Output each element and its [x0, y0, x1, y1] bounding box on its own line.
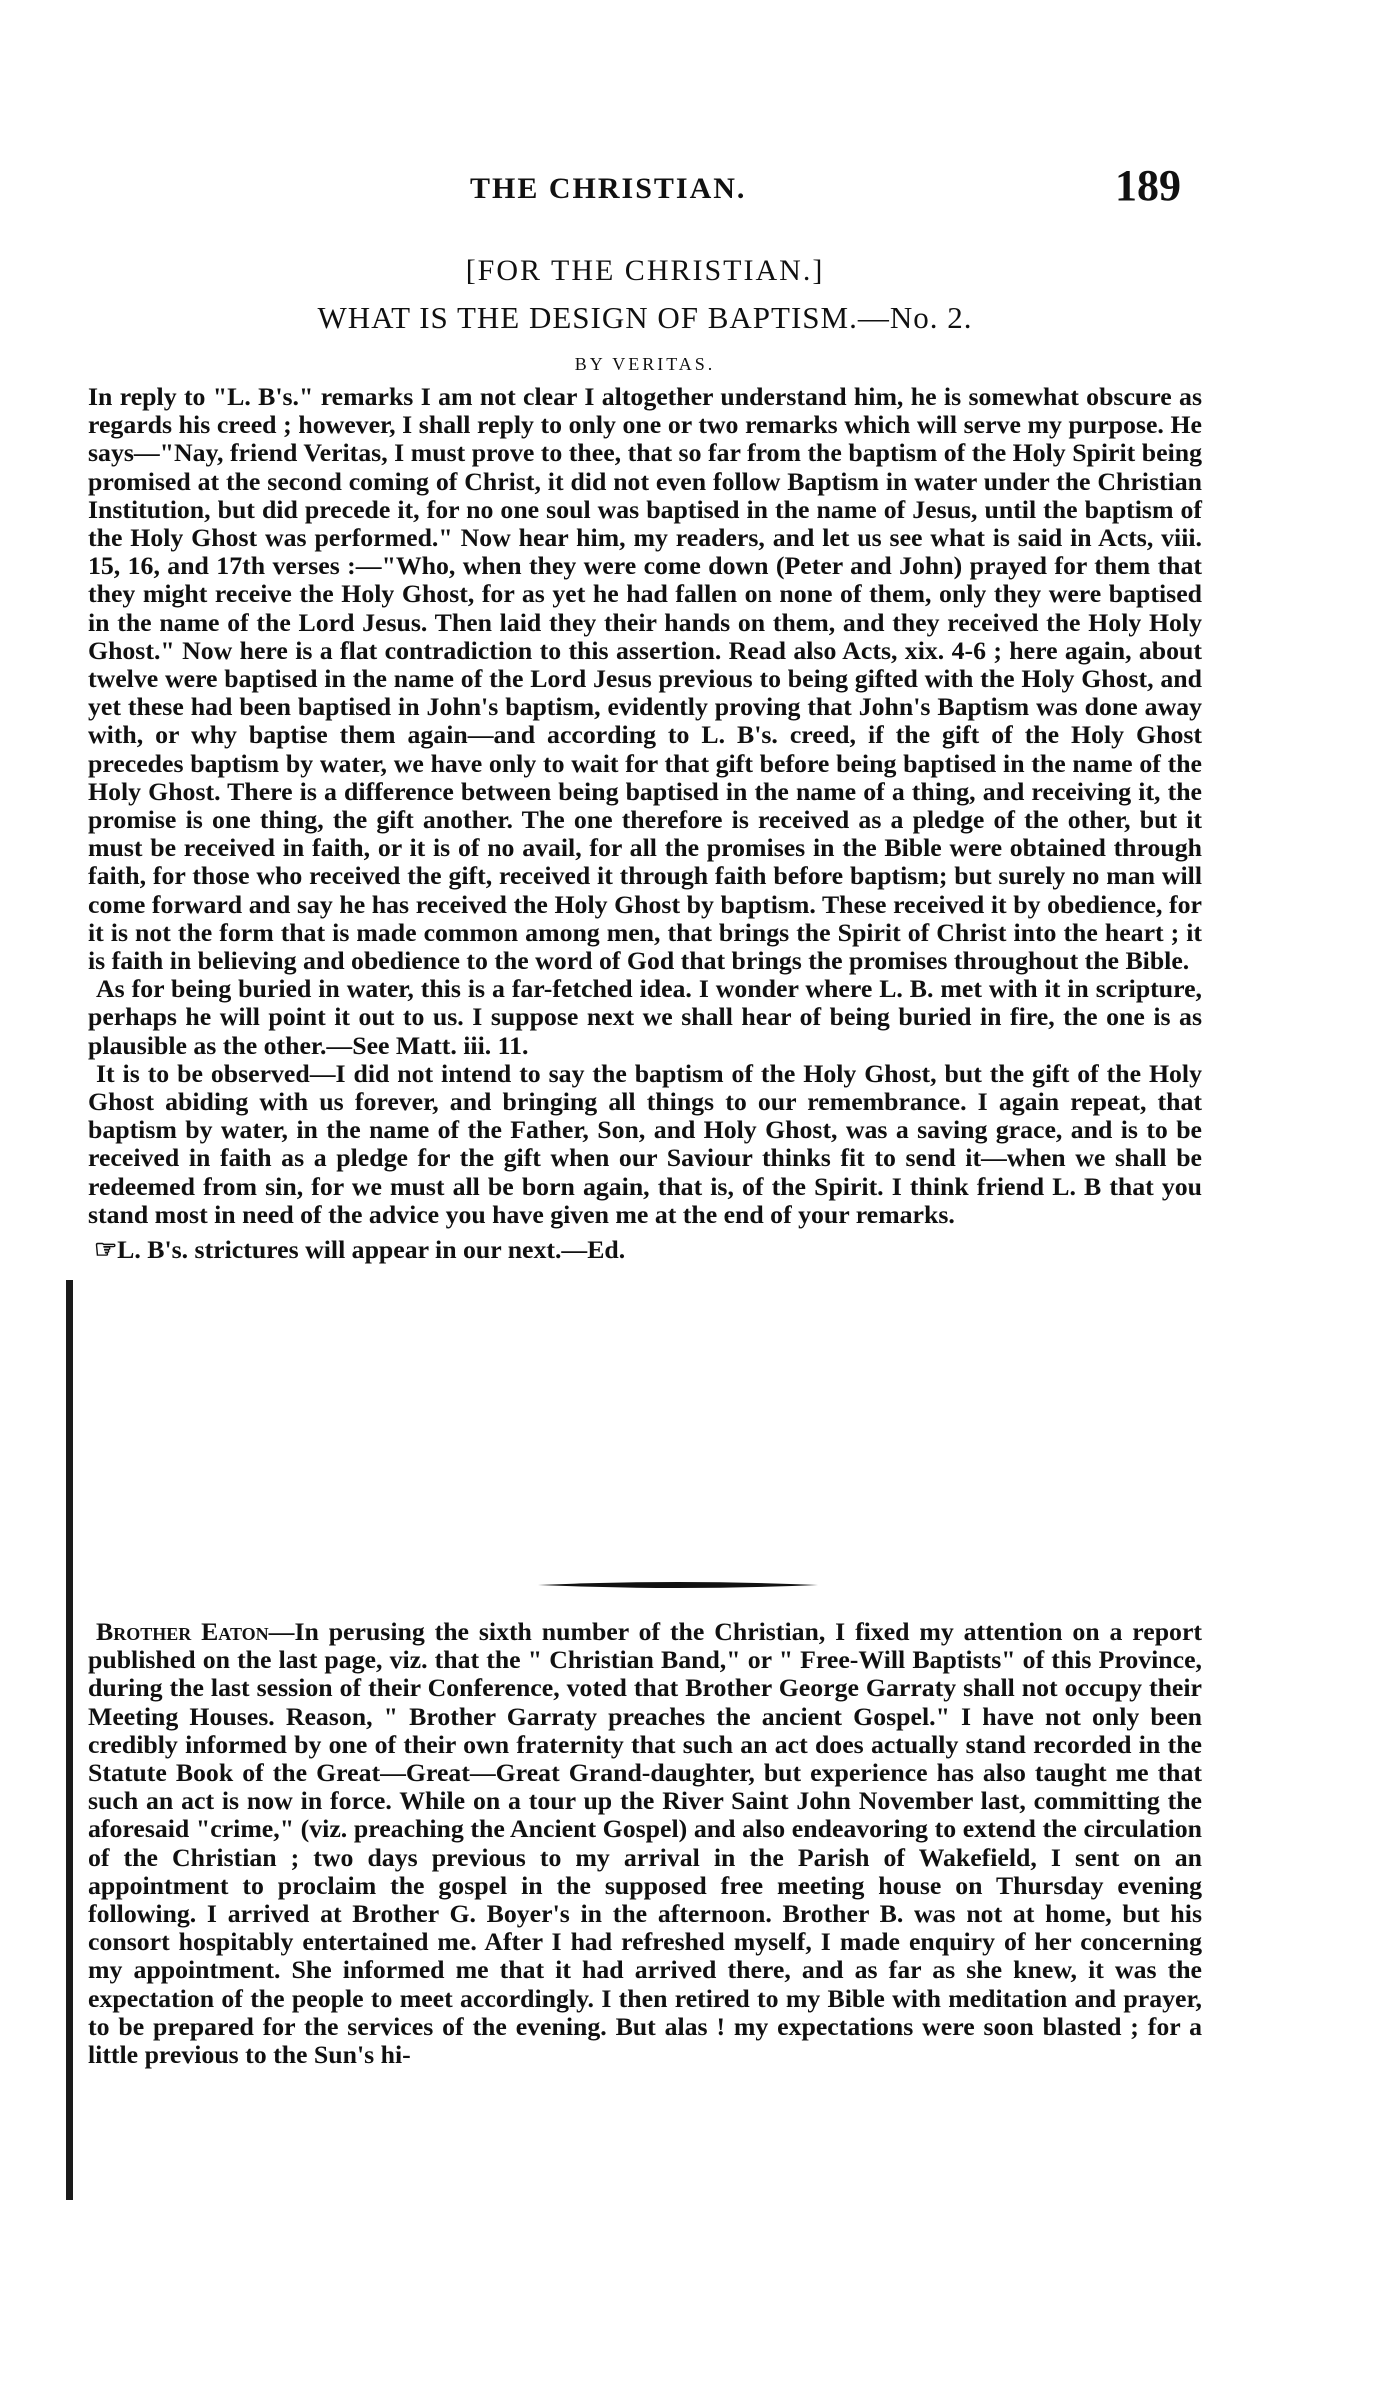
- paragraph: As for being buried in water, this is a far-fetched idea. I wonder where L. B. met with it in scripture, perhaps he will point it out to us. I suppose next we shall hear of being buried in fire, the one is as plausible as the other.—See Matt. iii. 11.: [88, 974, 1202, 1060]
- editor-note: ☞L. B's. strictures will appear in our next.—Ed.: [94, 1235, 626, 1265]
- letter-salutation: Brother Eaton: [96, 1617, 269, 1646]
- page-number: 189: [1115, 161, 1181, 210]
- section-divider: [538, 1580, 818, 1590]
- running-head: [0, 161, 1376, 218]
- running-title: THE CHRISTIAN.: [470, 172, 747, 205]
- binding-shadow: [66, 1280, 73, 2200]
- article-headline: WHAT IS THE DESIGN OF BAPTISM.—No. 2.: [317, 300, 973, 335]
- paragraph: In reply to "L. B's." remarks I am not clear I altogether understand him, he is somewhat obscure as regards his creed ; however, I shall reply to only one or two remarks which will serve my purpose. He says—"Nay, friend Veritas, I must prove to thee, that so far from the baptism of the Holy Spirit being promised at the second coming of Christ, it did not even follow Baptism in water under the Christian Institution, but did precede it, for no one soul was baptised in the name of Jesus, until the baptism of the Holy Ghost was performed." Now hear him, my readers, and let us see what is said in Acts, viii. 15, 16, and 17th verses :—"Who, when they were come down (Peter and John) prayed for them that they might receive the Holy Ghost, for as yet he had fallen on none of them, only they were baptised in the name of the Lord Jesus. Then laid they their hands on them, and they received the Holy Holy Ghost." Now here is a flat contradiction to this assertion. Read also Acts, xix. 4-6 ; here again, about twelve were baptised in the name of the Lord Jesus previous to being gifted with the Holy Ghost, and yet these had been baptised in John's baptism, evidently proving that John's Baptism was done away with, or why baptise them again—and according to L. B's. creed, if the gift of the Holy Ghost precedes baptism by water, we have only to wait for that gift before being baptised in the name of the Holy Ghost. There is a difference between being baptised in the name of a thing, and receiving it, the promise is one thing, the gift another. The one therefore is received as a pledge of the other, but it must be received in faith, or it is of no avail, for all the promises in the Bible were obtained through faith, for those who received the gift, received it through faith before baptism; but surely no man will come forward and say he has received the Holy Ghost by baptism. These received it by obedience, for it is not the form that is made common among men, that brings the Spirit of Christ into the heart ; it is faith in believing and obedience to the word of God that brings the promises throughout the Bible.: [88, 382, 1202, 976]
- article-kicker: [FOR THE CHRISTIAN.]: [465, 254, 825, 287]
- article-byline: BY VERITAS.: [574, 354, 716, 374]
- article-body: [88, 383, 1202, 1229]
- letter-text: —In perusing the sixth number of the Christian, I fixed my attention on a report published on the last page, viz. that the " Christian Band," or " Free-Will Baptists" of this Province, during the last session of their Conference, voted that Brother George Garraty shall not occupy their Meeting Houses. Reason, " Brother Garraty preaches the ancient Gospel." I have not only been credibly informed by one of their own fraternity that such an act does actually stand recorded in the Statute Book of the Great—Great—Great Grand-daughter, but experience has also taught me that such an act is now in force. While on a tour up the River Saint John November last, committing the aforesaid "crime," (viz. preaching the Ancient Gospel) and also endeavoring to extend the circulation of the Christian ; two days previous to my arrival in the Parish of Wakefield, I sent on an appointment to proclaim the gospel in the supposed free meeting house on Thursday evening following. I arrived at Brother G. Boyer's in the afternoon. Brother B. was not at home, but his consort hospitably entertained me. After I had refreshed myself, I made enquiry of her concerning my appointment. She informed me that it had arrived there, and as far as she knew, it was the expectation of the people to meet accordingly. I then retired to my Bible with meditation and prayer, to be prepared for the services of the evening. But alas ! my expectations were soon blasted ; for a little previous to the Sun's hi-: [88, 1617, 1202, 2070]
- article-veritas: [88, 254, 1202, 1265]
- paragraph: It is to be observed—I did not intend to say the baptism of the Holy Ghost, but the gift of the Holy Ghost abiding with us forever, and bringing all things to our remembrance. I again repeat, that baptism by water, in the name of the Father, Son, and Holy Ghost, was a saving grace, and is to be received in faith as a pledge for the gift when our Saviour thinks fit to send it—when we shall be redeemed from sin, for we must all be born again, that is, of the Spirit. I think friend L. B that you stand most in need of the advice you have given me at the end of your remarks.: [88, 1058, 1202, 1229]
- letter-body: [88, 1618, 1202, 2069]
- paragraph: [88, 1618, 1202, 2069]
- article-letter: [88, 1618, 1202, 2069]
